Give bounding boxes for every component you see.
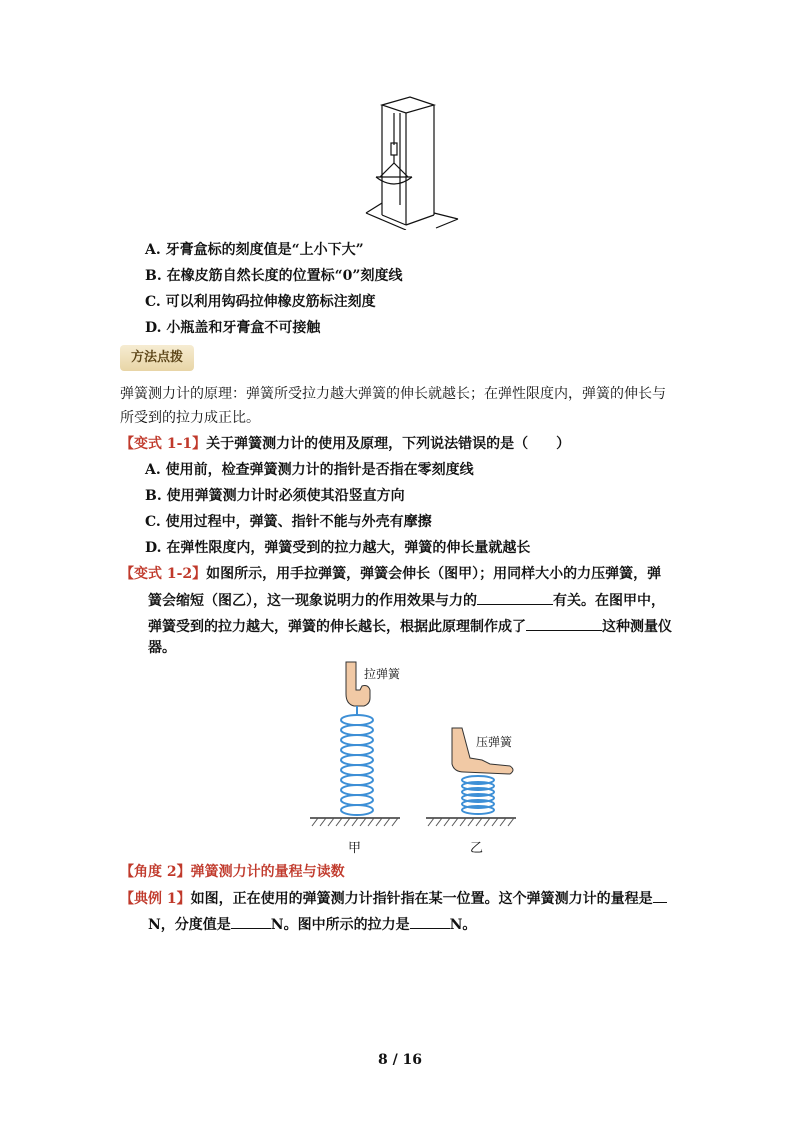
ground-right bbox=[426, 818, 516, 826]
q1-option-b: B. 使用弹簧测力计时必须使其沿竖直方向 bbox=[145, 488, 405, 504]
spring-stretched bbox=[341, 706, 373, 815]
spring-figure bbox=[300, 660, 525, 860]
example-blank-force[interactable] bbox=[410, 914, 450, 929]
toothpaste-box-figure bbox=[362, 95, 472, 230]
q2-blank-1[interactable] bbox=[477, 590, 553, 605]
label-press: 压弹簧 bbox=[476, 735, 513, 749]
method-text-line2: 所受到的拉力成正比。 bbox=[120, 410, 260, 426]
example-line1: 【典例 1】如图，正在使用的弹簧测力计指针指在某一位置。这个弹簧测力计的量程是 bbox=[120, 888, 667, 909]
example-blank-division[interactable] bbox=[231, 914, 271, 929]
caption-left: 甲 bbox=[348, 841, 362, 856]
top-option-c: C. 可以利用钩码拉伸橡皮筋标注刻度 bbox=[145, 294, 376, 310]
q2-line3: 弹簧受到的拉力越大，弹簧的伸长越长，根据此原理制作成了 这种测量仪 bbox=[148, 616, 672, 637]
ground-left bbox=[310, 818, 400, 826]
q2-line4: 器。 bbox=[148, 640, 176, 656]
q2-line1: 【变式 1-2】如图所示，用手拉弹簧，弹簧会伸长（图甲）；用同样大小的力压弹簧，弹 bbox=[120, 566, 662, 582]
q2-blank-2[interactable] bbox=[526, 616, 602, 631]
q1-option-c: C. 使用过程中，弹簧、指针不能与外壳有摩擦 bbox=[145, 514, 432, 530]
page-number: 8 / 16 bbox=[377, 1052, 423, 1068]
spring-compressed bbox=[462, 776, 494, 814]
example-line2: N，分度值是 N。图中所示的拉力是 N。 bbox=[148, 914, 476, 935]
q1-option-a: A. 使用前，检查弹簧测力计的指针是否指在零刻度线 bbox=[145, 462, 474, 478]
q1-option-d: D. 在弹性限度内，弹簧受到的拉力越大，弹簧的伸长量就越长 bbox=[145, 540, 531, 556]
top-option-a: A. 牙膏盒标的刻度值是“上小下大” bbox=[145, 242, 364, 258]
top-option-d: D. 小瓶盖和牙膏盒不可接触 bbox=[145, 320, 321, 336]
q1-stem: 【变式 1-1】关于弹簧测力计的使用及原理，下列说法错误的是（ ） bbox=[120, 436, 571, 452]
caption-right: 乙 bbox=[470, 841, 484, 856]
method-text-line1: 弹簧测力计的原理：弹簧所受拉力越大弹簧的伸长就越长；在弹性限度内，弹簧的伸长与 bbox=[120, 386, 666, 402]
top-option-b: B. 在橡皮筋自然长度的位置标“0”刻度线 bbox=[145, 268, 403, 284]
q2-line2: 簧会缩短（图乙），这一现象说明力的作用效果与力的 有关。在图甲中， bbox=[148, 590, 665, 611]
method-badge: 方法点拨 bbox=[120, 345, 194, 371]
section-heading: 【角度 2】弹簧测力计的量程与读数 bbox=[120, 864, 345, 880]
example-blank-range[interactable] bbox=[653, 888, 667, 903]
label-pull: 拉弹簧 bbox=[364, 667, 401, 681]
